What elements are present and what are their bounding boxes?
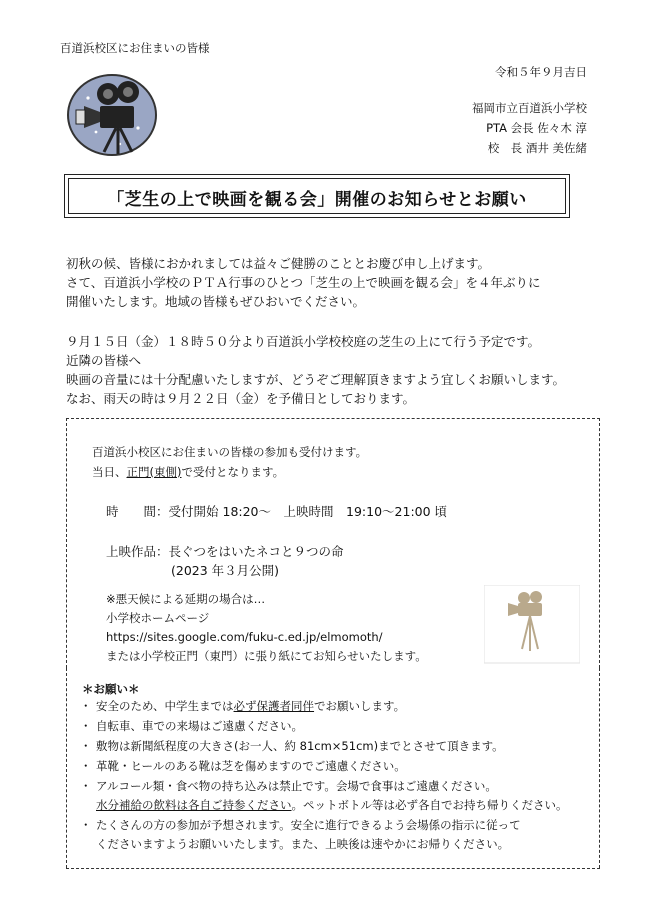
intro-line-3: 開催いたします。地域の皆様もぜひおいでください。 bbox=[66, 294, 366, 309]
movie-row bbox=[106, 543, 344, 561]
request-text-post: 。ペットボトル等は必ず各自でお持ち帰りください。 bbox=[291, 798, 568, 812]
bullet: ・ bbox=[80, 818, 92, 832]
request-text: たくさんの方の参加が予想されます。安全に進行できるよう会場係の指示に従って bbox=[96, 818, 521, 832]
principal-name: 校 長 酒井 美佐緒 bbox=[487, 141, 587, 155]
schedule-line-1: ９月１５日（金）１８時５０分より百道浜小学校校庭の芝生の上にて行う予定です。 bbox=[66, 334, 541, 349]
box-line-1: 百道浜小校区にお住まいの皆様の参加も受付けます。 bbox=[92, 445, 368, 459]
reception-gate: 正門(東側) bbox=[126, 465, 182, 479]
schedule-line-2: 近隣の皆様へ bbox=[66, 353, 142, 368]
school-name: 福岡市立百道浜小学校 bbox=[472, 101, 587, 115]
pta-president: PTA 会長 佐々木 淳 bbox=[486, 121, 587, 135]
time-label: 時 間： bbox=[106, 504, 169, 519]
box-line-2 bbox=[92, 464, 284, 481]
box-line-2-post: で受付となります。 bbox=[181, 465, 285, 479]
page-title: 「芝生の上で映画を観る会」開催のお知らせとお願い bbox=[107, 190, 527, 210]
weather-line-4: または小学校正門（東門）に張り紙にてお知らせいたします。 bbox=[106, 649, 427, 663]
schedule-line-3: 映画の音量には十分配慮いたしますが、どうぞご理解頂きますよう宜しくお願いします。 bbox=[66, 372, 566, 387]
bullet: ・ bbox=[80, 699, 92, 713]
bullet: ・ bbox=[80, 739, 92, 753]
bullet: ・ bbox=[80, 779, 92, 793]
weather-line-2: 小学校ホームページ bbox=[106, 611, 210, 625]
request-item bbox=[80, 738, 504, 755]
request-item-continued: くださいますようお願いいたします。また、上映後は速やかにお帰りください。 bbox=[96, 837, 510, 851]
request-text: 安全のため、中学生までは bbox=[96, 699, 234, 713]
request-text-post: でお願いします。 bbox=[314, 699, 406, 713]
film-projector-icon bbox=[66, 70, 158, 160]
film-camera-tripod-icon bbox=[484, 585, 580, 665]
issue-date: 令和５年９月吉日 bbox=[495, 65, 587, 79]
request-text: 敷物は新聞紙程度の大きさ(お一人、約 81cm×51cm)までとさせて頂きます。 bbox=[96, 739, 504, 753]
weather-line-1: ※悪天候による延期の場合は… bbox=[106, 592, 266, 606]
request-item bbox=[80, 778, 497, 795]
homepage-url[interactable]: https://sites.google.com/fuku-c.ed.jp/elmomoth/ bbox=[106, 630, 383, 644]
request-item bbox=[80, 758, 406, 775]
request-emphasis: 必ず保護者同伴 bbox=[233, 699, 315, 713]
box-line-2-pre: 当日、 bbox=[92, 465, 127, 479]
addressee: 百道浜校区にお住まいの皆様 bbox=[60, 41, 210, 55]
movie-note: (2023 年３月公開) bbox=[171, 563, 280, 578]
bullet: ・ bbox=[80, 759, 92, 773]
request-text: アルコール類・食べ物の持ち込みは禁止です。会場で食事はご遠慮ください。 bbox=[96, 779, 497, 793]
time-value: 受付開始 18:20～ 上映時間 19:10～21:00 頃 bbox=[168, 504, 448, 519]
schedule-line-4: なお、雨天の時は９月２２日（金）を予備日としております。 bbox=[66, 391, 416, 406]
request-item-continued bbox=[96, 797, 568, 814]
request-item bbox=[80, 698, 405, 715]
movie-title: 長ぐつをはいたネコと９つの命 bbox=[168, 544, 344, 559]
intro-line-2: さて、百道浜小学校のＰＴＡ行事のひとつ「芝生の上で映画を観る会」を４年ぶりに bbox=[66, 275, 541, 290]
time-row bbox=[106, 503, 447, 521]
requests-heading: ＊お願い＊ bbox=[82, 682, 140, 696]
bullet: ・ bbox=[80, 719, 92, 733]
request-text: 自転車、車での来場はご遠慮ください。 bbox=[96, 719, 303, 733]
request-item bbox=[80, 817, 521, 834]
movie-label: 上映作品： bbox=[106, 544, 169, 559]
request-text: 革靴・ヒールのある靴は芝を傷めますのでご遠慮ください。 bbox=[96, 759, 406, 773]
request-item bbox=[80, 718, 303, 735]
intro-line-1: 初秋の候、皆様におかれましては益々ご健勝のこととお慶び申し上げます。 bbox=[66, 256, 491, 271]
request-emphasis: 水分補給の飲料は各自ご持参ください bbox=[96, 798, 292, 812]
info-box-bottom bbox=[66, 868, 600, 869]
title-frame bbox=[64, 174, 570, 218]
